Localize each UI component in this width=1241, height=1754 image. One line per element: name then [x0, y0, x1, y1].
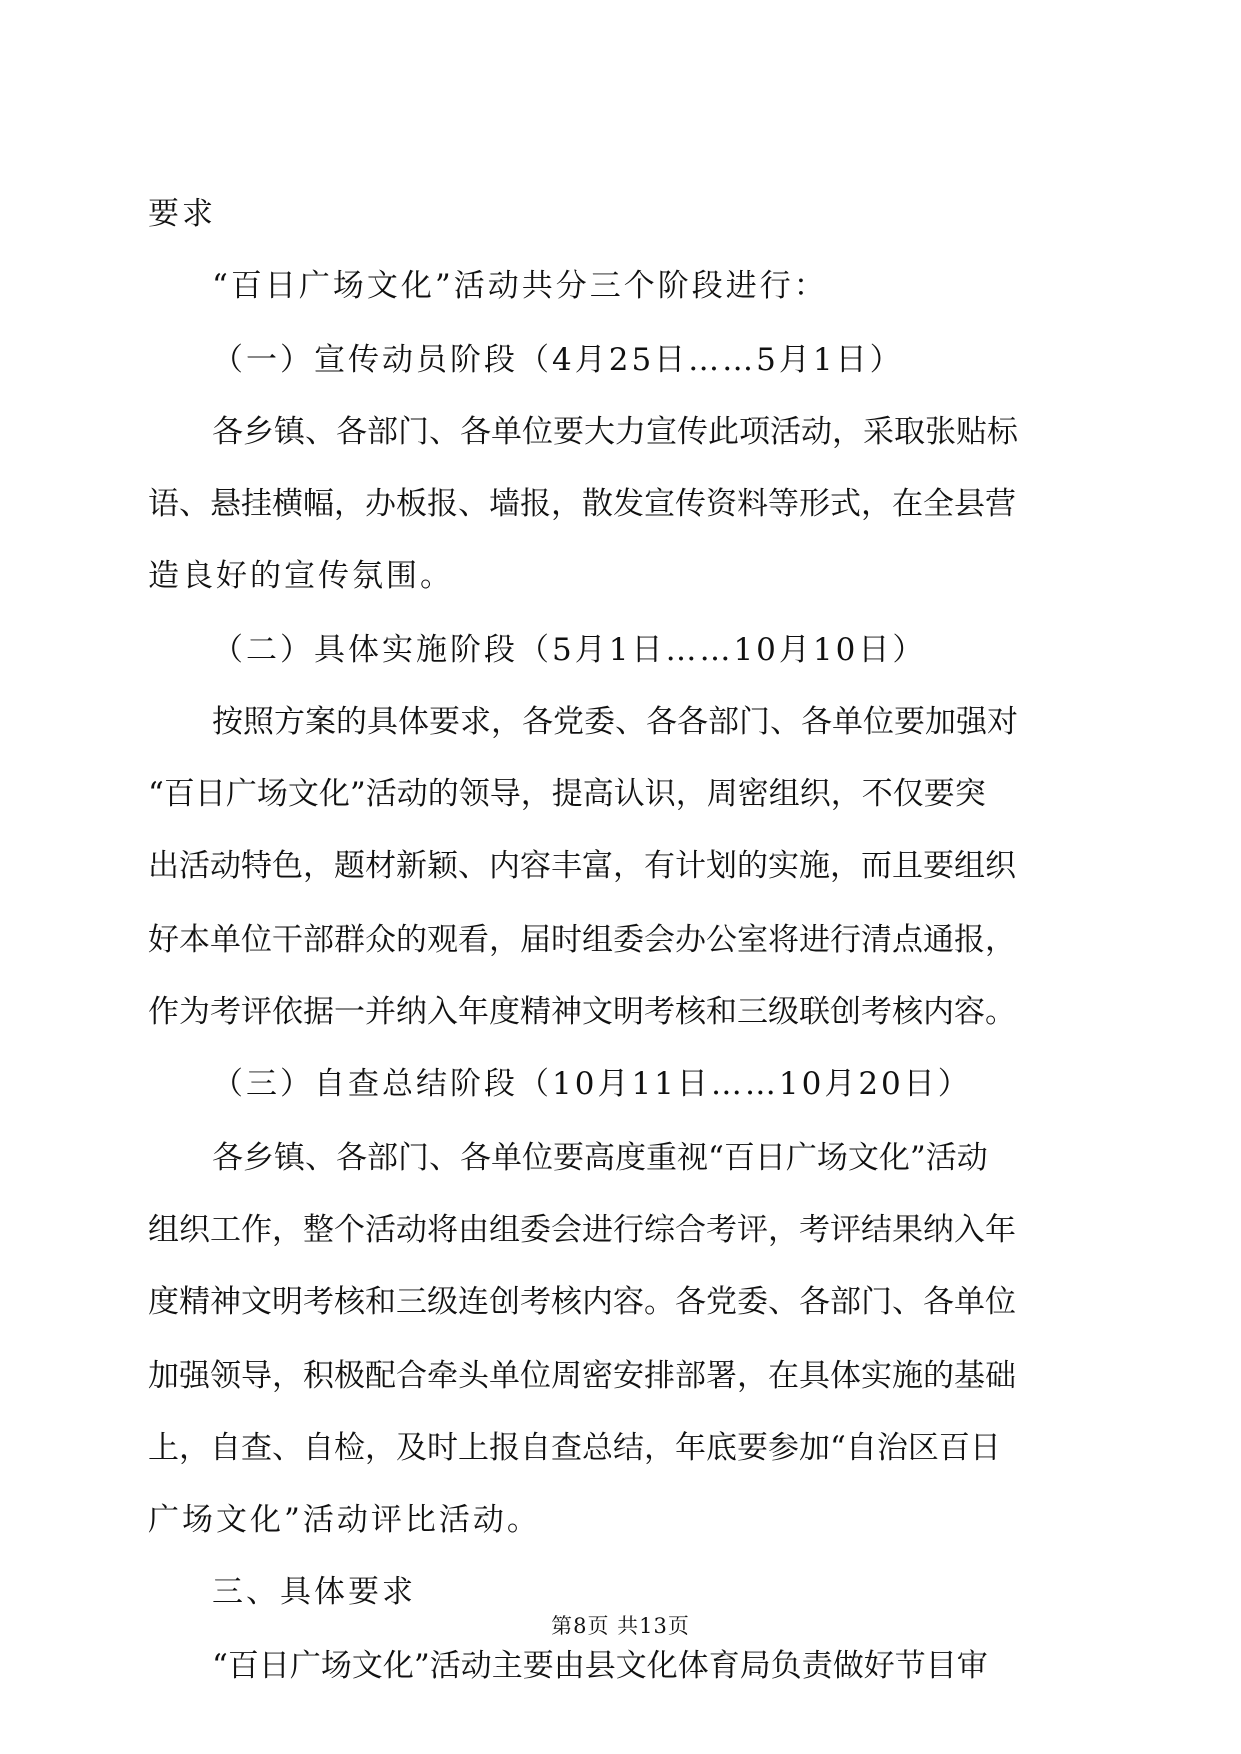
text-line-6: 造良好的宣传氛围。	[148, 558, 454, 594]
text-line-4: 各乡镇、各部门、各单位要大力宣传此项活动，采取张贴标	[212, 414, 1018, 450]
text-line-8: 按照方案的具体要求，各党委、各各部门、各单位要加强对	[212, 704, 1018, 740]
text-line-14: 各乡镇、各部门、各单位要高度重视“百日广场文化”活动	[212, 1140, 988, 1176]
text-line-5: 语、悬挂横幅，办板报、墙报，散发宣传资料等形式，在全县营	[148, 486, 1016, 522]
page-number-footer: 第8页 共13页	[551, 1614, 690, 1638]
section-heading-phase-1: （一）宣传动员阶段（4月25日……5月1日）	[212, 342, 904, 378]
text-line-15: 组织工作，整个活动将由组委会进行综合考评，考评结果纳入年	[148, 1212, 1016, 1248]
text-line-21: “百日广场文化”活动主要由县文化体育局负责做好节目审	[212, 1648, 988, 1684]
text-line-19: 广场文化”活动评比活动。	[148, 1502, 541, 1538]
text-line-9: “百日广场文化”活动的领导，提高认识，周密组织，不仅要突	[148, 776, 986, 812]
text-line-1: 要求	[148, 196, 216, 232]
text-line-12: 作为考评依据一并纳入年度精神文明考核和三级联创考核内容。	[148, 994, 1016, 1030]
section-heading-phase-3: （三）自查总结阶段（10月11日……10月20日）	[212, 1066, 972, 1102]
text-line-17: 加强领导，积极配合牵头单位周密安排部署，在具体实施的基础	[148, 1358, 1016, 1394]
text-line-16: 度精神文明考核和三级连创考核内容。各党委、各部门、各单位	[148, 1284, 1016, 1320]
section-heading-phase-2: （二）具体实施阶段（5月1日……10月10日）	[212, 632, 927, 668]
text-line-2: “百日广场文化”活动共分三个阶段进行：	[212, 268, 828, 304]
text-line-10: 出活动特色，题材新颖、内容丰富，有计划的实施，而且要组织	[148, 848, 1016, 884]
section-heading-requirements: 三、具体要求	[212, 1574, 416, 1610]
text-line-18: 上，自查、自检，及时上报自查总结，年底要参加“自治区百日	[148, 1430, 1001, 1466]
text-line-11: 好本单位干部群众的观看，届时组委会办公室将进行清点通报，	[148, 922, 1016, 958]
